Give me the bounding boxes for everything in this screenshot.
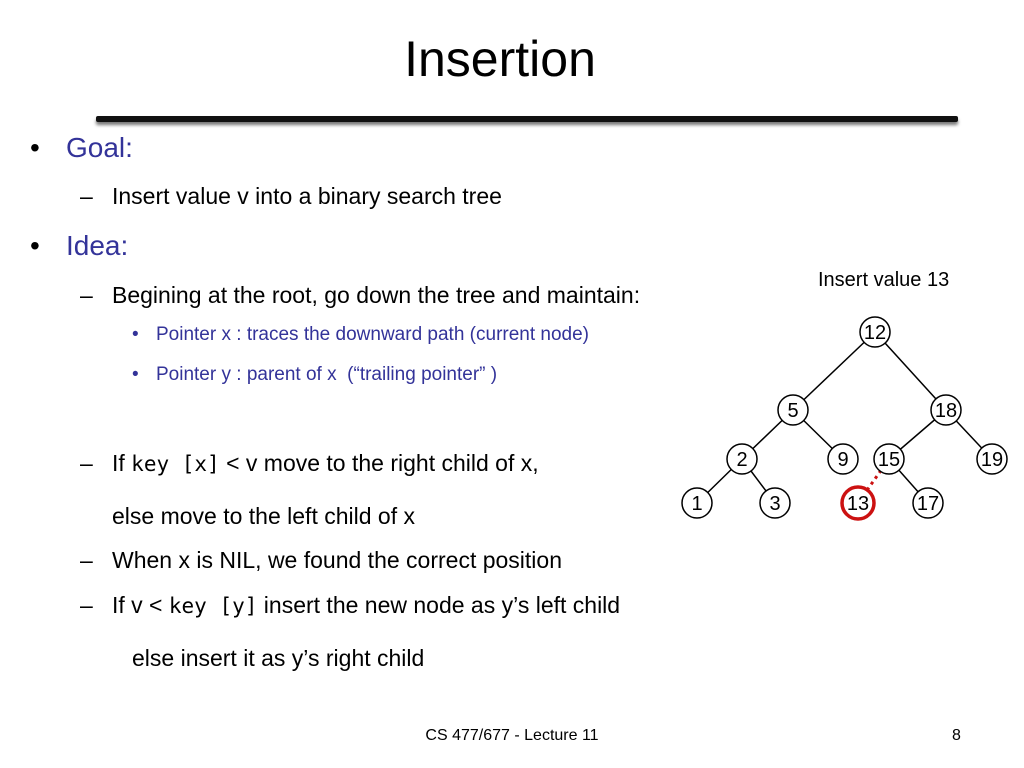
else-right-line: else insert it as y’s right child bbox=[132, 645, 425, 671]
goal-text: Insert value v into a binary search tree bbox=[112, 183, 502, 209]
tree-node-15 bbox=[874, 444, 904, 474]
idea-text-1: Begining at the root, go down the tree and maintain: bbox=[112, 282, 641, 308]
bullet-dash: – bbox=[80, 450, 93, 476]
bullet-dot: • bbox=[132, 324, 139, 345]
bullet-dot: • bbox=[30, 132, 40, 163]
node-label: 17 bbox=[916, 493, 940, 515]
tree-node-2 bbox=[727, 444, 757, 474]
tree-caption: Insert value 13 bbox=[818, 269, 950, 291]
tree-node-9 bbox=[828, 444, 858, 474]
node-label: 9 bbox=[837, 449, 849, 471]
bullet-dash: – bbox=[80, 183, 93, 209]
edge-12-5 bbox=[793, 332, 875, 410]
node-label: 2 bbox=[736, 449, 748, 471]
node-label: 18 bbox=[934, 400, 958, 422]
tree-node-5 bbox=[778, 395, 808, 425]
tree-node-1 bbox=[682, 488, 712, 518]
pointer-x-line: Pointer x : traces the downward path (current node) bbox=[156, 324, 590, 345]
tree-node-12 bbox=[860, 317, 890, 347]
node-label: 13 bbox=[846, 493, 870, 515]
tree-node-17 bbox=[913, 488, 943, 518]
node-label: 5 bbox=[787, 400, 799, 422]
node-label: 19 bbox=[980, 449, 1004, 471]
tree-node-13-inserted bbox=[842, 487, 874, 519]
tree-node-18 bbox=[931, 395, 961, 425]
bullet-dash: – bbox=[80, 547, 93, 573]
footer-page-number: 8 bbox=[952, 727, 961, 744]
if-key-x-line: If key [x] < v move to the right child of x, bbox=[112, 450, 539, 476]
slide-title: Insertion bbox=[404, 31, 596, 87]
tree-node-3 bbox=[760, 488, 790, 518]
tree-node-19 bbox=[977, 444, 1007, 474]
footer-course: CS 477/677 - Lecture 11 bbox=[425, 727, 599, 744]
bullet-dot: • bbox=[132, 364, 139, 385]
idea-heading: Idea: bbox=[66, 230, 129, 261]
bullet-dot: • bbox=[30, 230, 40, 261]
goal-heading: Goal: bbox=[66, 132, 133, 163]
bullet-dash: – bbox=[80, 592, 93, 618]
node-label: 15 bbox=[877, 449, 901, 471]
node-label: 3 bbox=[769, 493, 781, 515]
else-left-line: else move to the left child of x bbox=[112, 503, 415, 529]
node-label: 12 bbox=[863, 322, 887, 344]
node-label: 1 bbox=[691, 493, 703, 515]
bullet-dash: – bbox=[80, 282, 93, 308]
pointer-y-line: Pointer y : parent of x (“trailing pointer” ) bbox=[156, 364, 498, 385]
if-key-y-line: If v < key [y] insert the new node as y’s left child bbox=[112, 592, 621, 618]
when-nil-line: When x is NIL, we found the correct position bbox=[112, 547, 563, 573]
